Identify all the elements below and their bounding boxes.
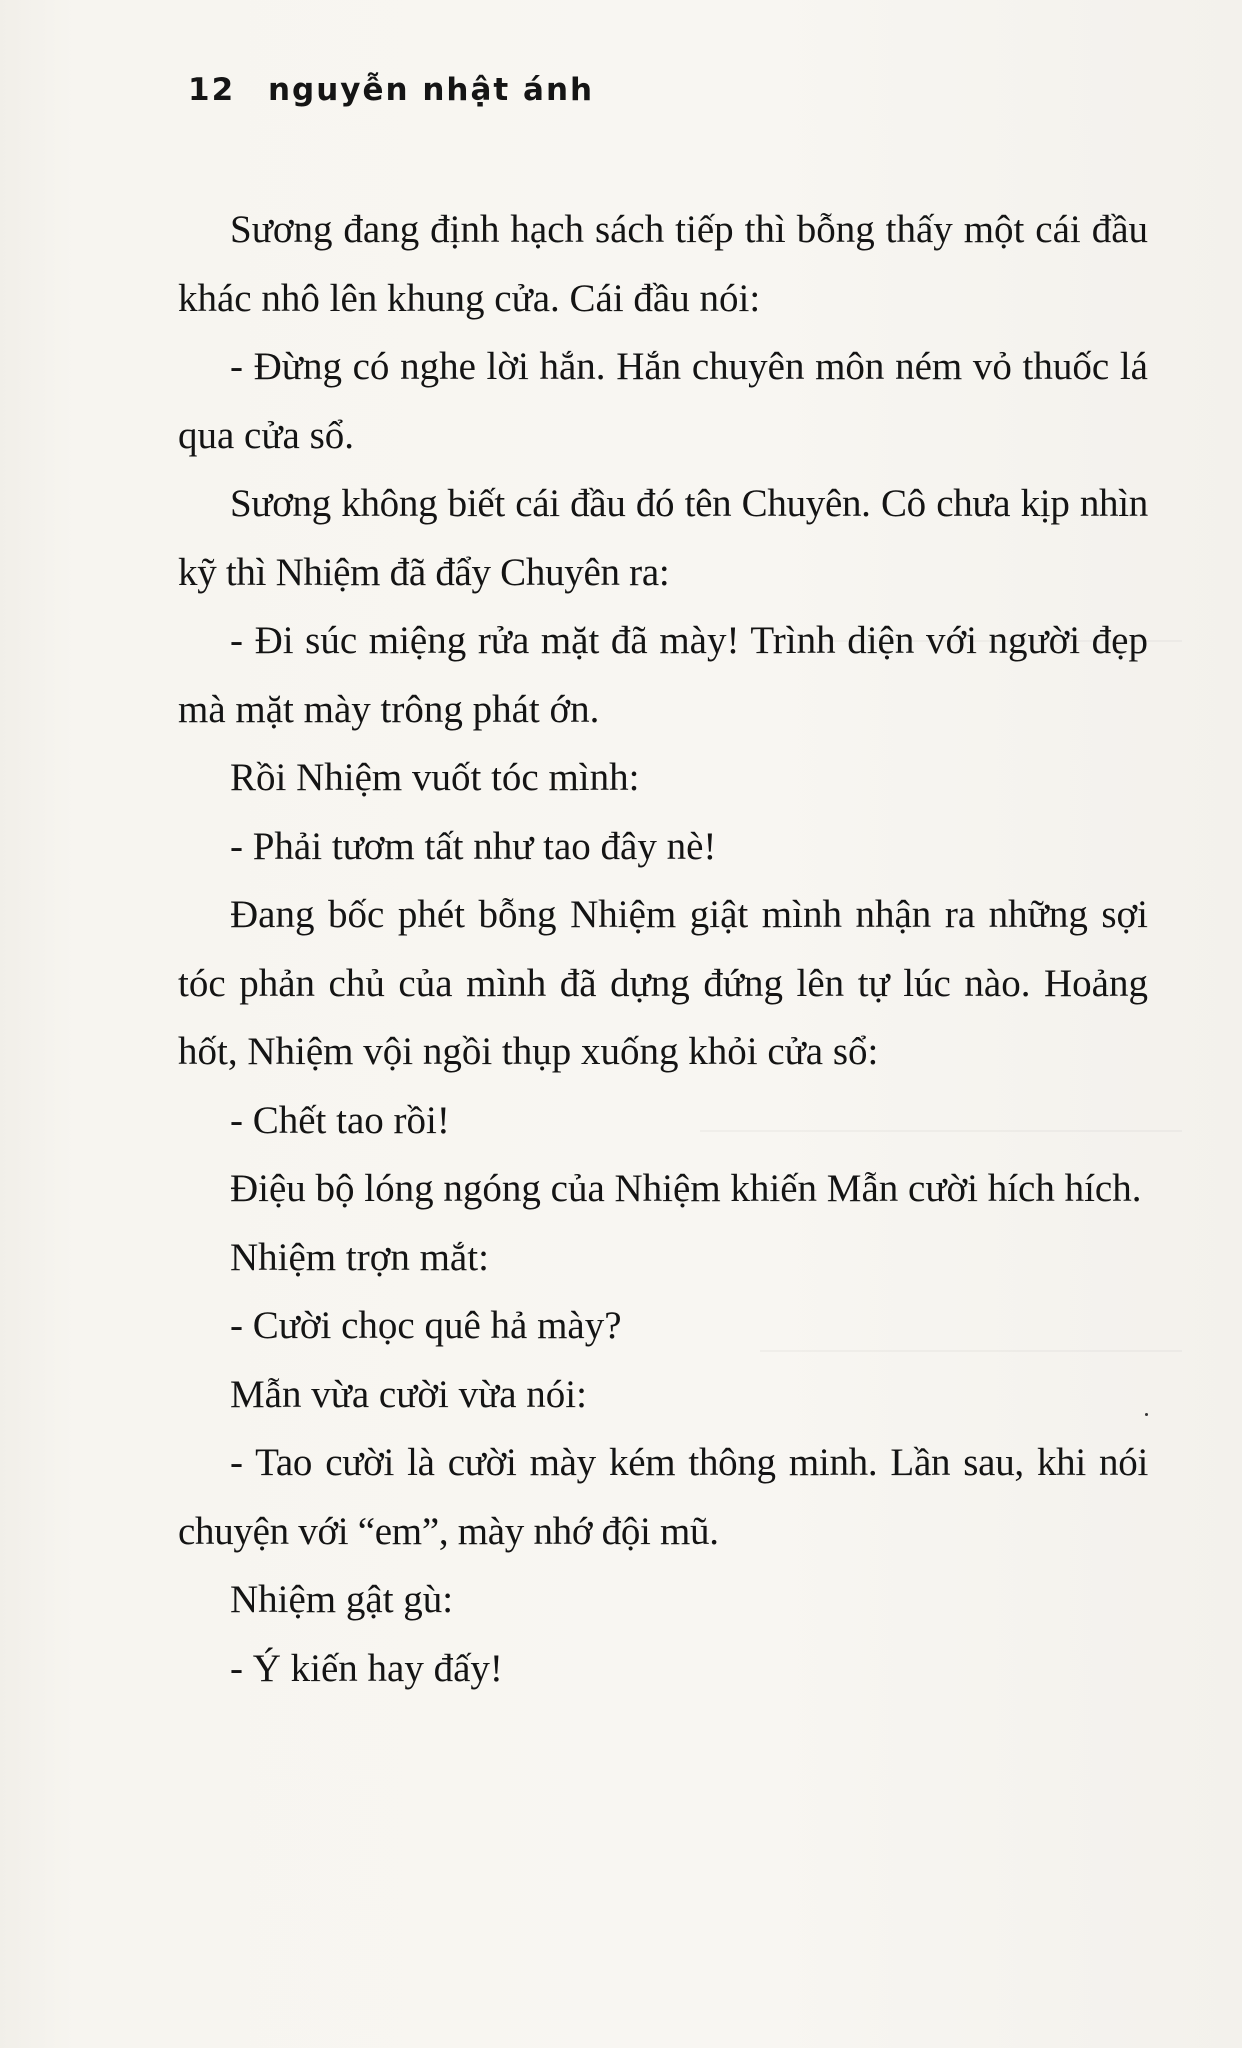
paragraph: Mẫn vừa cười vừa nói: bbox=[230, 1372, 587, 1416]
dialogue-line: - Đừng có nghe lời hắn. Hắn chuyên môn ném vỏ thuốc lá qua cửa sổ. bbox=[178, 345, 1148, 457]
running-head bbox=[188, 72, 594, 108]
paragraph: Đang bốc phét bỗng Nhiệm giật mình nhận ra những sợi tóc phản chủ của mình đã dựng đứng lên tự lúc nào. Hoảng hốt, Nhiệm vội ngồi thụp xuống khỏi cửa sổ: bbox=[178, 893, 1148, 1073]
paragraph: Rồi Nhiệm vuốt tóc mình: bbox=[230, 756, 640, 799]
page-number: 12 bbox=[188, 72, 236, 108]
paragraph: Sương đang định hạch sách tiếp thì bỗng thấy một cái đầu khác nhô lên khung cửa. Cái đầu nói: bbox=[178, 208, 1148, 320]
paragraph: Sương không biết cái đầu đó tên Chuyên. Cô chưa kịp nhìn kỹ thì Nhiệm đã đẩy Chuyên ra: bbox=[178, 482, 1148, 594]
dialogue-line: - Ý kiến hay đấy! bbox=[230, 1646, 503, 1690]
dialogue-line: - Tao cười là cười mày kém thông minh. Lần sau, khi nói chuyện với “em”, mày nhớ đội mũ. bbox=[178, 1441, 1148, 1553]
dialogue-line: - Cười chọc quê hả mày? bbox=[230, 1304, 622, 1347]
dialogue-line: - Phải tươm tất như tao đây nè! bbox=[230, 824, 717, 868]
paragraph: Điệu bộ lóng ngóng của Nhiệm khiến Mẫn cười hích hích. bbox=[230, 1167, 1142, 1210]
body-text bbox=[178, 196, 1148, 1703]
paragraph: Nhiệm trợn mắt: bbox=[230, 1235, 489, 1279]
running-title: nguyễn nhật ánh bbox=[267, 72, 595, 108]
dialogue-line: - Chết tao rồi! bbox=[230, 1098, 450, 1142]
paragraph: Nhiệm gật gù: bbox=[230, 1578, 454, 1621]
dialogue-line: - Đi súc miệng rửa mặt đã mày! Trình diện với người đẹp mà mặt mày trông phát ớn. bbox=[178, 619, 1148, 731]
